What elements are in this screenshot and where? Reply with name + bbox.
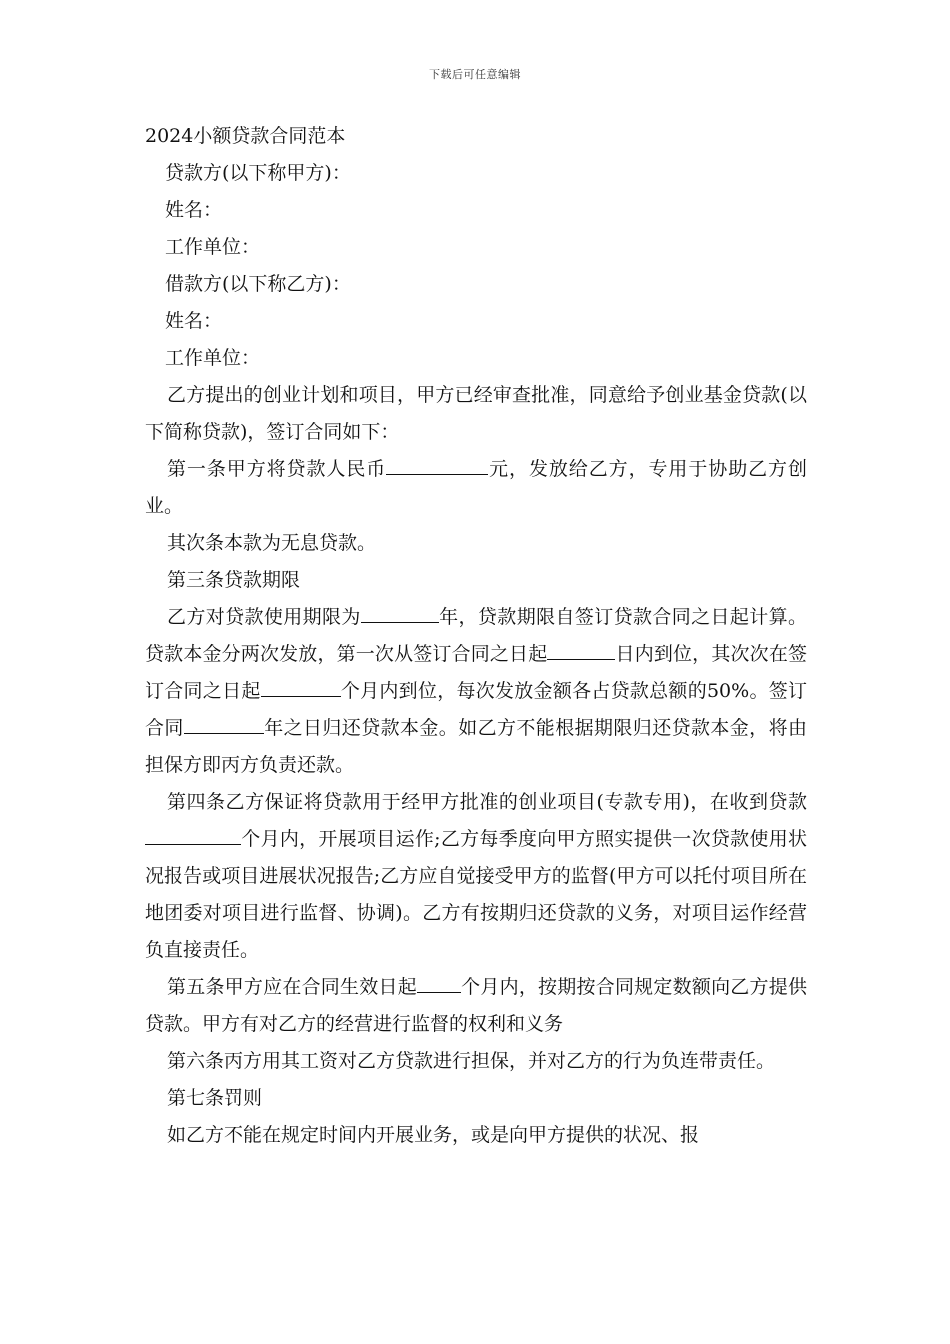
article-1-text-b: 元，发放给乙方，专用于协助乙方创业。 bbox=[145, 458, 807, 517]
intro-paragraph: 乙方提出的创业计划和项目，甲方已经审查批准，同意给予创业基金贷款(以下简称贷款)，签订合同如下： bbox=[145, 384, 807, 443]
article-3-text-c: 日内到位，其次次在签订合同之日起 bbox=[145, 643, 807, 702]
lender-name-field: 姓名： bbox=[165, 199, 223, 221]
page-header-note: 下载后可任意编辑 bbox=[429, 68, 521, 81]
repay-years-blank bbox=[184, 713, 264, 734]
borrower-work-field: 工作单位： bbox=[165, 347, 261, 369]
lender-work-field: 工作单位： bbox=[165, 236, 261, 258]
document-title: 2024小额贷款合同范本 bbox=[145, 125, 346, 147]
start-months-blank bbox=[145, 824, 241, 845]
article-7: 如乙方不能在规定时间内开展业务，或是向甲方提供的状况、报 bbox=[167, 1124, 700, 1146]
article-2: 其次条本款为无息贷款。 bbox=[167, 532, 377, 554]
article-1 bbox=[145, 451, 807, 525]
first-days-blank bbox=[547, 639, 615, 660]
article-3-title: 第三条贷款期限 bbox=[167, 569, 301, 591]
borrower-name-field: 姓名： bbox=[165, 310, 223, 332]
article-3-text-a: 乙方对贷款使用期限为 bbox=[167, 606, 361, 628]
article-5-text-a: 第五条甲方应在合同生效日起 bbox=[167, 976, 417, 998]
term-years-blank bbox=[361, 602, 439, 623]
article-3-text-d: 个月内到位，每次发放金额各占贷款总额的50%。签订合同 bbox=[145, 680, 807, 739]
article-3-text-e: 年之日归还贷款本金。如乙方不能根据期限归还贷款本金，将由担保方即丙方负责还款。 bbox=[145, 717, 807, 776]
article-4 bbox=[145, 784, 807, 969]
second-months-blank bbox=[261, 676, 341, 697]
article-7-title: 第七条罚则 bbox=[167, 1087, 263, 1109]
article-4-text-a: 第四条乙方保证将贷款用于经甲方批准的创业项目(专款专用)，在收到贷款 bbox=[167, 791, 807, 813]
article-5 bbox=[145, 969, 807, 1043]
provide-months-blank bbox=[417, 972, 461, 993]
article-3 bbox=[145, 599, 807, 784]
amount-blank bbox=[386, 454, 488, 475]
article-4-text-b: 个月内，开展项目运作;乙方每季度向甲方照实提供一次贷款使用状况报告或项目进展状况报告;乙方应自觉接受甲方的监督(甲方可以托付项目所在地团委对项目进行监督、协调)。乙方有按期归还贷款的义务，对项目运作经营负直接责任。 bbox=[145, 828, 807, 961]
article-1-text-a: 第一条甲方将贷款人民币 bbox=[167, 458, 387, 480]
borrower-label: 借款方(以下称乙方)： bbox=[165, 273, 351, 295]
document-body bbox=[145, 118, 807, 1154]
article-3-text-b: 年，贷款期限自签订贷款合同之日起计算。贷款本金分两次发放，第一次从签订合同之日起 bbox=[145, 606, 807, 665]
article-6: 第六条丙方用其工资对乙方贷款进行担保，并对乙方的行为负连带责任。 bbox=[167, 1050, 776, 1072]
lender-label: 贷款方(以下称甲方)： bbox=[165, 162, 351, 184]
article-5-text-b: 个月内，按期按合同规定数额向乙方提供贷款。甲方有对乙方的经营进行监督的权利和义务 bbox=[145, 976, 807, 1035]
